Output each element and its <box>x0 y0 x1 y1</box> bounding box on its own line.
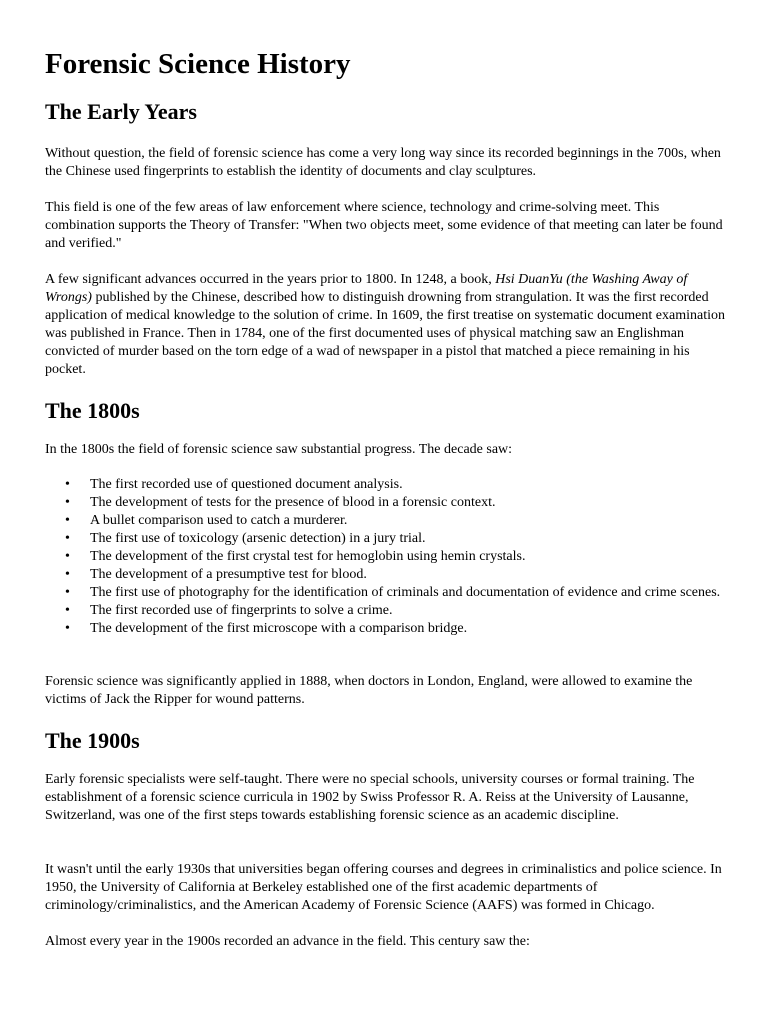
list-item: • The development of the first crystal test for hemoglobin using hemin crystals. <box>45 548 730 566</box>
list-item: • The first recorded use of questioned document analysis. <box>45 476 730 494</box>
list-item: • A bullet comparison used to catch a murderer. <box>45 512 730 530</box>
paragraph: This field is one of the few areas of law enforcement where science, technology and crime-solving meet. This combination supports the Theory of Transfer: "When two objects meet, some evidence of that meeting can later be found and verified." <box>45 200 723 251</box>
book-title: Hsi DuanYu (the Washing Away of Wrongs) <box>45 272 688 305</box>
section-heading-1900s: The 1900s <box>45 728 140 753</box>
paragraph: Forensic science was significantly applied in 1888, when doctors in London, England, were allowed to examine the victims of Jack the Ripper for wound patterns. <box>45 674 693 707</box>
list-item: • The first use of toxicology (arsenic detection) in a jury trial. <box>45 530 730 548</box>
bullet-list-1800s <box>45 476 730 638</box>
paragraph: Without question, the field of forensic science has come a very long way since its recorded beginnings in the 700s, when the Chinese used fingerprints to establish the identity of documents and clay sculptures. <box>45 146 721 179</box>
list-item: • The development of the first microscope with a comparison bridge. <box>45 620 730 638</box>
list-item: • The development of a presumptive test for blood. <box>45 566 730 584</box>
list-item: • The first recorded use of fingerprints to solve a crime. <box>45 602 730 620</box>
list-item: • The development of tests for the presence of blood in a forensic context. <box>45 494 730 512</box>
paragraph-text: published by the Chinese, described how to distinguish drowning from strangulation. It was the first recorded application of medical knowledge to the solution of crime. In 1609, the first treatise on systematic document examination was published in France. Then in 1784, one of the first documented uses of physical matching saw an Englishman convicted of murder based on the torn edge of a wad of newspaper in a pistol that matched a piece remaining in his pocket. <box>45 290 725 377</box>
paragraph-text: A few significant advances occurred in the years prior to 1800. In 1248, a book, <box>45 272 496 287</box>
paragraph: Almost every year in the 1900s recorded an advance in the field. This century saw the: <box>45 934 530 949</box>
section-heading-1800s: The 1800s <box>45 398 140 423</box>
list-item: • The first use of photography for the identification of criminals and documentation of evidence and crime scenes. <box>45 584 730 602</box>
page-title: Forensic Science History <box>45 48 351 80</box>
section-heading-early-years: The Early Years <box>45 99 197 124</box>
paragraph: Early forensic specialists were self-taught. There were no special schools, university courses or formal training. The establishment of a forensic science curricula in 1902 by Swiss Professor R. A. Reiss at the University of Lausanne, Switzerland, was one of the first steps towards establishing forensic science as an academic discipline. <box>45 772 695 823</box>
paragraph: In the 1800s the field of forensic science saw substantial progress. The decade saw: <box>45 442 513 457</box>
paragraph <box>45 271 730 379</box>
paragraph: It wasn't until the early 1930s that universities began offering courses and degrees in criminalistics and police science. In 1950, the University of California at Berkeley established one of the first academic departments of criminology/criminalistics, and the American Academy of Forensic Science (AAFS) was formed in Chicago. <box>45 862 722 913</box>
